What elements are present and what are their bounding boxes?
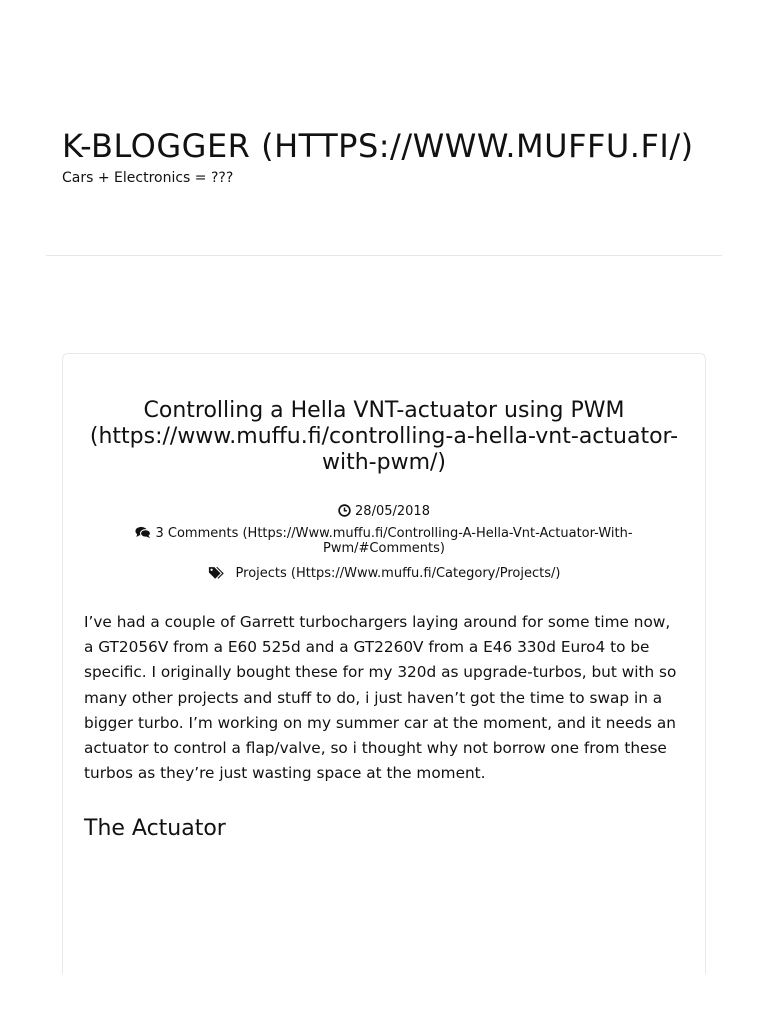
post-comments	[83, 526, 685, 556]
post-card	[62, 353, 706, 974]
tags-icon	[208, 566, 226, 579]
site-tagline: Cars + Electronics = ???	[62, 170, 234, 186]
post-categories	[83, 566, 685, 581]
clock-icon	[338, 504, 351, 517]
section-heading: The Actuator	[84, 816, 226, 841]
post-title-link[interactable]: Controlling a Hella VNT-actuator using PWM (https://www.muffu.fi/controlling-a-hella-vnt-actuator-with-pwm/)	[89, 398, 679, 475]
post-body-paragraph: I’ve had a couple of Garrett turbochargers laying around for some time now, a GT2056V from a E60 525d and a GT2260V from a E46 330d Euro4 to be specific. I originally bought these for my 320d as upgrade-turbos, but with so many other projects and stuff to do, i just haven’t got the time to swap in a bigger turbo. I’m working on my summer car at the moment, and it needs an actuator to control a flap/valve, so i thought why not borrow one from these turbos as they’re just wasting space at the moment.	[84, 613, 677, 783]
header-divider	[46, 255, 722, 256]
post-comments-link[interactable]: 3 Comments (Https://Www.muffu.fi/Controlling-A-Hella-Vnt-Actuator-With-Pwm/#Comments)	[155, 526, 633, 556]
comments-icon	[135, 526, 151, 539]
post-date	[83, 504, 685, 519]
post-category-link[interactable]: Projects (Https://Www.muffu.fi/Category/Projects/)	[235, 566, 561, 581]
site-title-link[interactable]: K-BLOGGER (HTTPS://WWW.MUFFU.FI/)	[62, 127, 694, 165]
site-header	[62, 128, 722, 186]
post-date-text: 28/05/2018	[355, 504, 430, 519]
